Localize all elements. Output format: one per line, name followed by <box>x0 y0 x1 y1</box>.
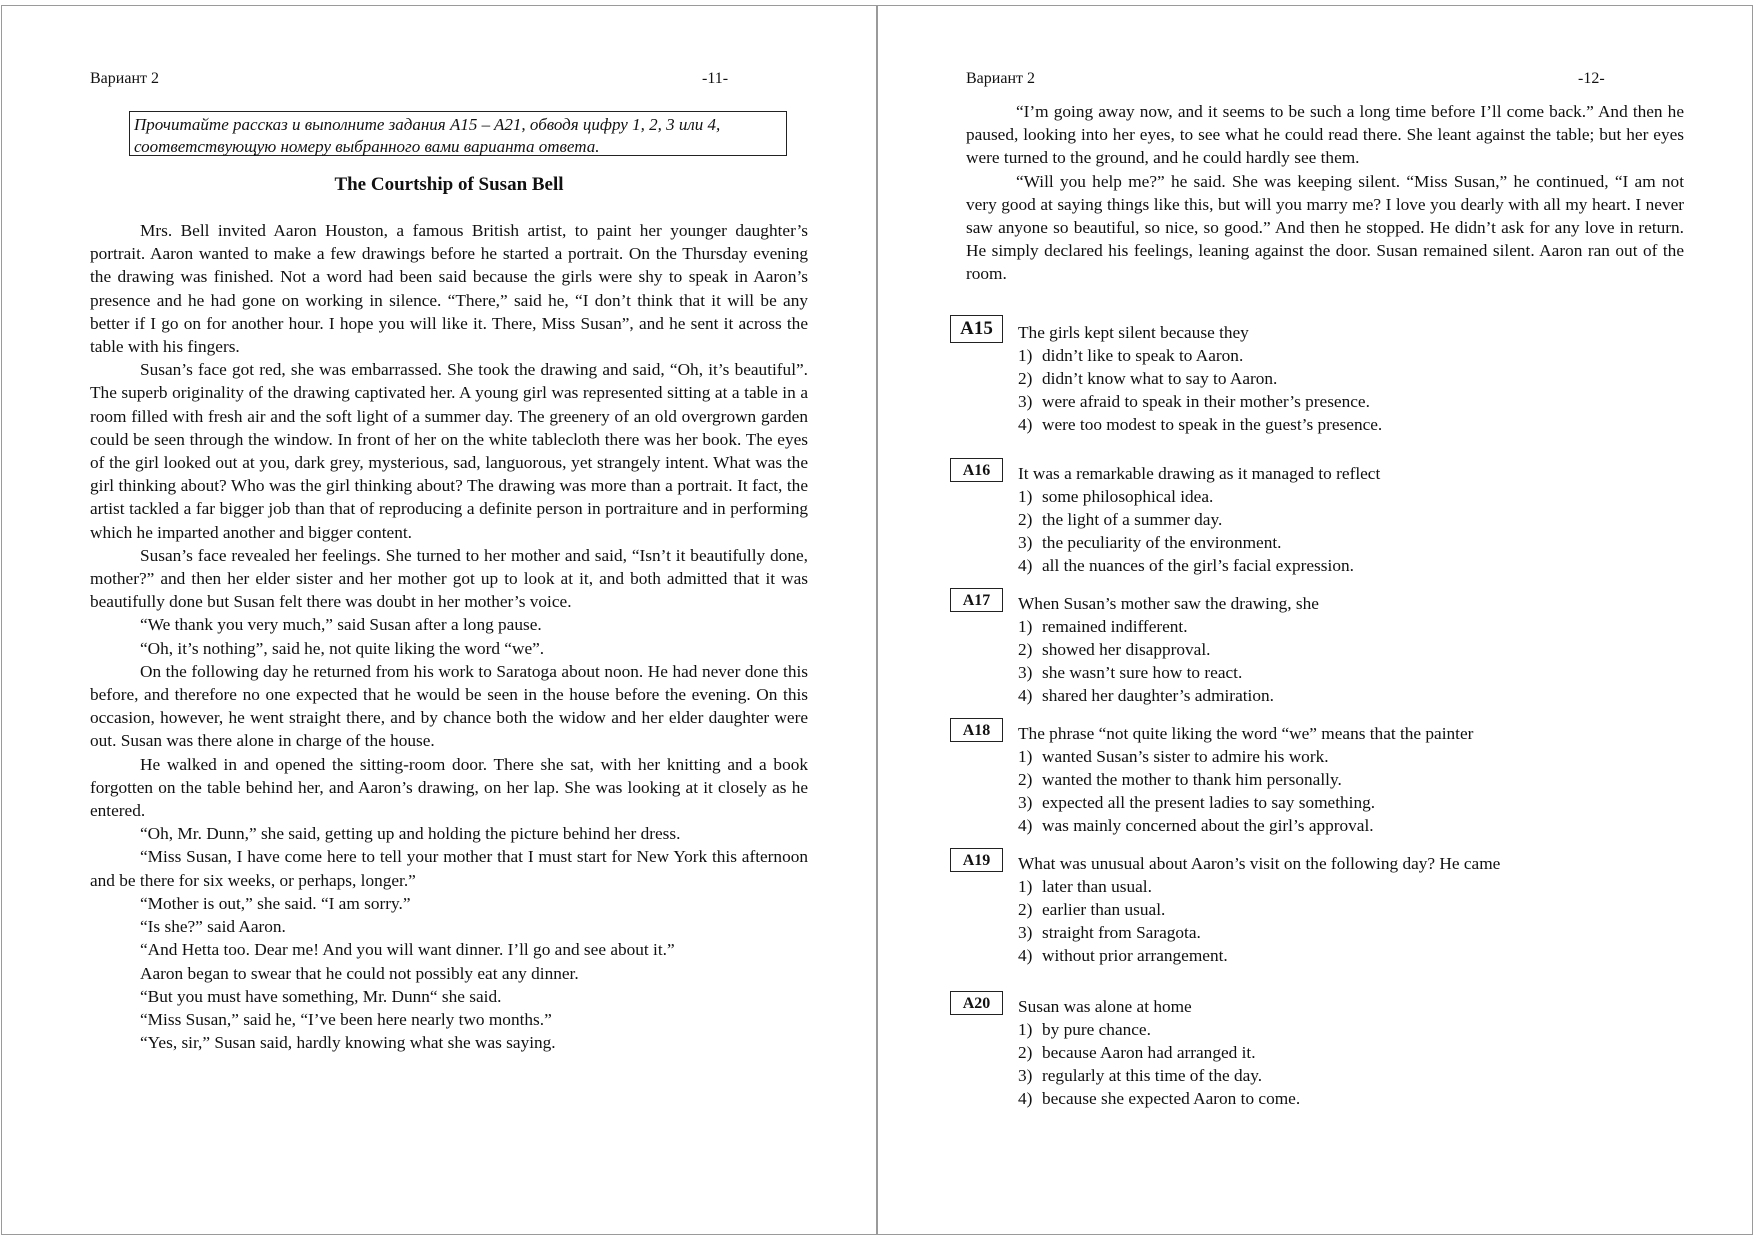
answer-option[interactable]: 2) wanted the mother to thank him personally. <box>1018 770 1342 789</box>
answer-option[interactable]: 3) expected all the present ladies to say something. <box>1018 793 1376 812</box>
page-header-variant: Вариант 2 <box>966 70 1035 87</box>
right-page <box>877 5 1753 1235</box>
page-header-variant: Вариант 2 <box>90 70 159 87</box>
answer-option[interactable]: 3) the peculiarity of the environment. <box>1018 533 1282 552</box>
question-text: The phrase “not quite liking the word “we” means that the painter <box>1018 724 1474 743</box>
answer-option[interactable]: 3) were afraid to speak in their mother’s presence. <box>1018 392 1370 411</box>
story-paragraph: “Is she?” said Aaron. <box>140 917 286 937</box>
answer-option[interactable]: 4) were too modest to speak in the guest’s presence. <box>1018 415 1383 434</box>
story-paragraph: Mrs. Bell invited Aaron Houston, a famous British artist, to paint her younger daughter’s portrait. Aaron wanted to make a few drawings before he started a portrait. On the Thursday evening the drawing was finished. Not a word had been said because the girls were shy to speak in Aaron’s presence and he had gone on working in silence. “There,” said he, “I don’t think that it will be any better if I go on for another hour. I hope you will like it. There, Miss Susan”, and he sent it across the table with his fingers. <box>90 221 808 357</box>
question-label: A16 <box>950 458 1003 482</box>
answer-option[interactable]: 1) remained indifferent. <box>1018 617 1188 636</box>
answer-option[interactable]: 1) didn’t like to speak to Aaron. <box>1018 346 1244 365</box>
story-paragraph: “Oh, it’s nothing”, said he, not quite liking the word “we”. <box>140 638 545 658</box>
story-paragraph: On the following day he returned from his work to Saratoga about noon. He had never done this before, and therefore no one expected that he would be seen in the house before the evening. On this occasion, however, he went straight there, and by chance both the widow and her elder daughter were out. Susan was there alone in charge of the house. <box>90 661 808 751</box>
answer-option[interactable]: 1) some philosophical idea. <box>1018 487 1214 506</box>
story-paragraph: “We thank you very much,” said Susan after a long pause. <box>140 615 542 635</box>
answer-option[interactable]: 4) without prior arrangement. <box>1018 946 1228 965</box>
answer-option[interactable]: 2) the light of a summer day. <box>1018 510 1223 529</box>
answer-option[interactable]: 1) later than usual. <box>1018 877 1152 896</box>
story-paragraph: Aaron began to swear that he could not possibly eat any dinner. <box>140 963 579 983</box>
answer-option[interactable]: 4) because she expected Aaron to come. <box>1018 1089 1301 1108</box>
question-label: A20 <box>950 991 1003 1015</box>
story-paragraph: “I’m going away now, and it seems to be such a long time before I’ll come back.” And then he paused, looking into her eyes, to see what he could read there. She leant against the table; but her eyes were turned to the ground, and he could hardly see them. <box>966 102 1684 168</box>
story-continuation <box>966 100 1684 286</box>
question-label: A17 <box>950 588 1003 612</box>
answer-option[interactable]: 2) showed her disapproval. <box>1018 640 1211 659</box>
answer-option[interactable]: 1) wanted Susan’s sister to admire his work. <box>1018 747 1329 766</box>
story-text <box>90 219 808 1054</box>
task-instruction: Прочитайте рассказ и выполните задания A15 – A21, обводя цифру 1, 2, 3 или 4, соответствующую номеру выбранного вами варианта ответа. <box>129 111 787 156</box>
story-paragraph: “Yes, sir,” Susan said, hardly knowing what she was saying. <box>140 1033 556 1053</box>
story-paragraph: “Mother is out,” she said. “I am sorry.” <box>140 893 411 913</box>
question-text: Susan was alone at home <box>1018 997 1192 1016</box>
question-text: When Susan’s mother saw the drawing, she <box>1018 594 1319 613</box>
answer-option[interactable]: 2) didn’t know what to say to Aaron. <box>1018 369 1278 388</box>
story-title: The Courtship of Susan Bell <box>334 174 564 195</box>
answer-option[interactable]: 1) by pure chance. <box>1018 1020 1151 1039</box>
question-text: What was unusual about Aaron’s visit on the following day? He came <box>1018 854 1501 873</box>
story-paragraph: “Miss Susan,” said he, “I’ve been here nearly two months.” <box>140 1009 552 1029</box>
answer-option[interactable]: 2) because Aaron had arranged it. <box>1018 1043 1256 1062</box>
page-number: -12- <box>1578 70 1605 87</box>
page-number: -11- <box>702 70 729 87</box>
answer-option[interactable]: 3) straight from Saragota. <box>1018 923 1201 942</box>
story-paragraph: “Oh, Mr. Dunn,” she said, getting up and holding the picture behind her dress. <box>140 824 681 844</box>
story-paragraph: “Will you help me?” he said. She was keeping silent. “Miss Susan,” he continued, “I am not very good at saying things like this, but will you marry me? I love you dearly with all my heart. I never saw anyone so beautiful, so nice, so good.” And then he stopped. He didn’t ask for any love in return. He simply declared his feelings, leaning against the door. Susan remained silent. Aaron ran out of the room. <box>966 171 1684 284</box>
story-paragraph: He walked in and opened the sitting-room door. There she sat, with her knitting and a book forgotten on the table behind her, and Aaron’s drawing, on her lap. She was looking at it closely as he entered. <box>90 754 808 821</box>
answer-option[interactable]: 3) she wasn’t sure how to react. <box>1018 663 1243 682</box>
answer-option[interactable]: 2) earlier than usual. <box>1018 900 1166 919</box>
answer-option[interactable]: 3) regularly at this time of the day. <box>1018 1066 1263 1085</box>
question-label: A18 <box>950 718 1003 742</box>
question-label: A15 <box>950 315 1003 343</box>
answer-option[interactable]: 4) was mainly concerned about the girl’s approval. <box>1018 816 1374 835</box>
question-text: It was a remarkable drawing as it managed to reflect <box>1018 464 1381 483</box>
question-text: The girls kept silent because they <box>1018 323 1249 342</box>
answer-option[interactable]: 4) all the nuances of the girl’s facial expression. <box>1018 556 1354 575</box>
story-paragraph: “But you must have something, Mr. Dunn“ she said. <box>140 986 502 1006</box>
question-label: A19 <box>950 848 1003 872</box>
left-page <box>1 5 877 1235</box>
story-paragraph: “And Hetta too. Dear me! And you will want dinner. I’ll go and see about it.” <box>140 940 675 960</box>
story-paragraph: “Miss Susan, I have come here to tell your mother that I must start for New York this afternoon and be there for six weeks, or perhaps, longer.” <box>90 847 808 890</box>
answer-option[interactable]: 4) shared her daughter’s admiration. <box>1018 686 1274 705</box>
story-paragraph: Susan’s face revealed her feelings. She turned to her mother and said, “Isn’t it beautifully done, mother?” and then her elder sister and her mother got up to look at it, and both admitted that it was beautifully done but Susan felt there was doubt in her mother’s voice. <box>90 545 808 612</box>
story-paragraph: Susan’s face got red, she was embarrassed. She took the drawing and said, “Oh, it’s beautiful”. The superb originality of the drawing captivated her. A young girl was represented sitting at a table in a room filled with fresh air and the soft light of a summer day. The greenery of an old overgrown garden could be seen through the window. In front of her on the white tablecloth there was her book. The eyes of the girl looked out at you, dark grey, mysterious, sad, languorous, yet strangely intent. What was the girl thinking about? Who was the girl thinking about? The drawing was more than a portrait. It fact, the artist tackled a far bigger job than that of reproducing a definite person in portraiture and in performing which he imparted another and bigger content. <box>90 360 808 542</box>
